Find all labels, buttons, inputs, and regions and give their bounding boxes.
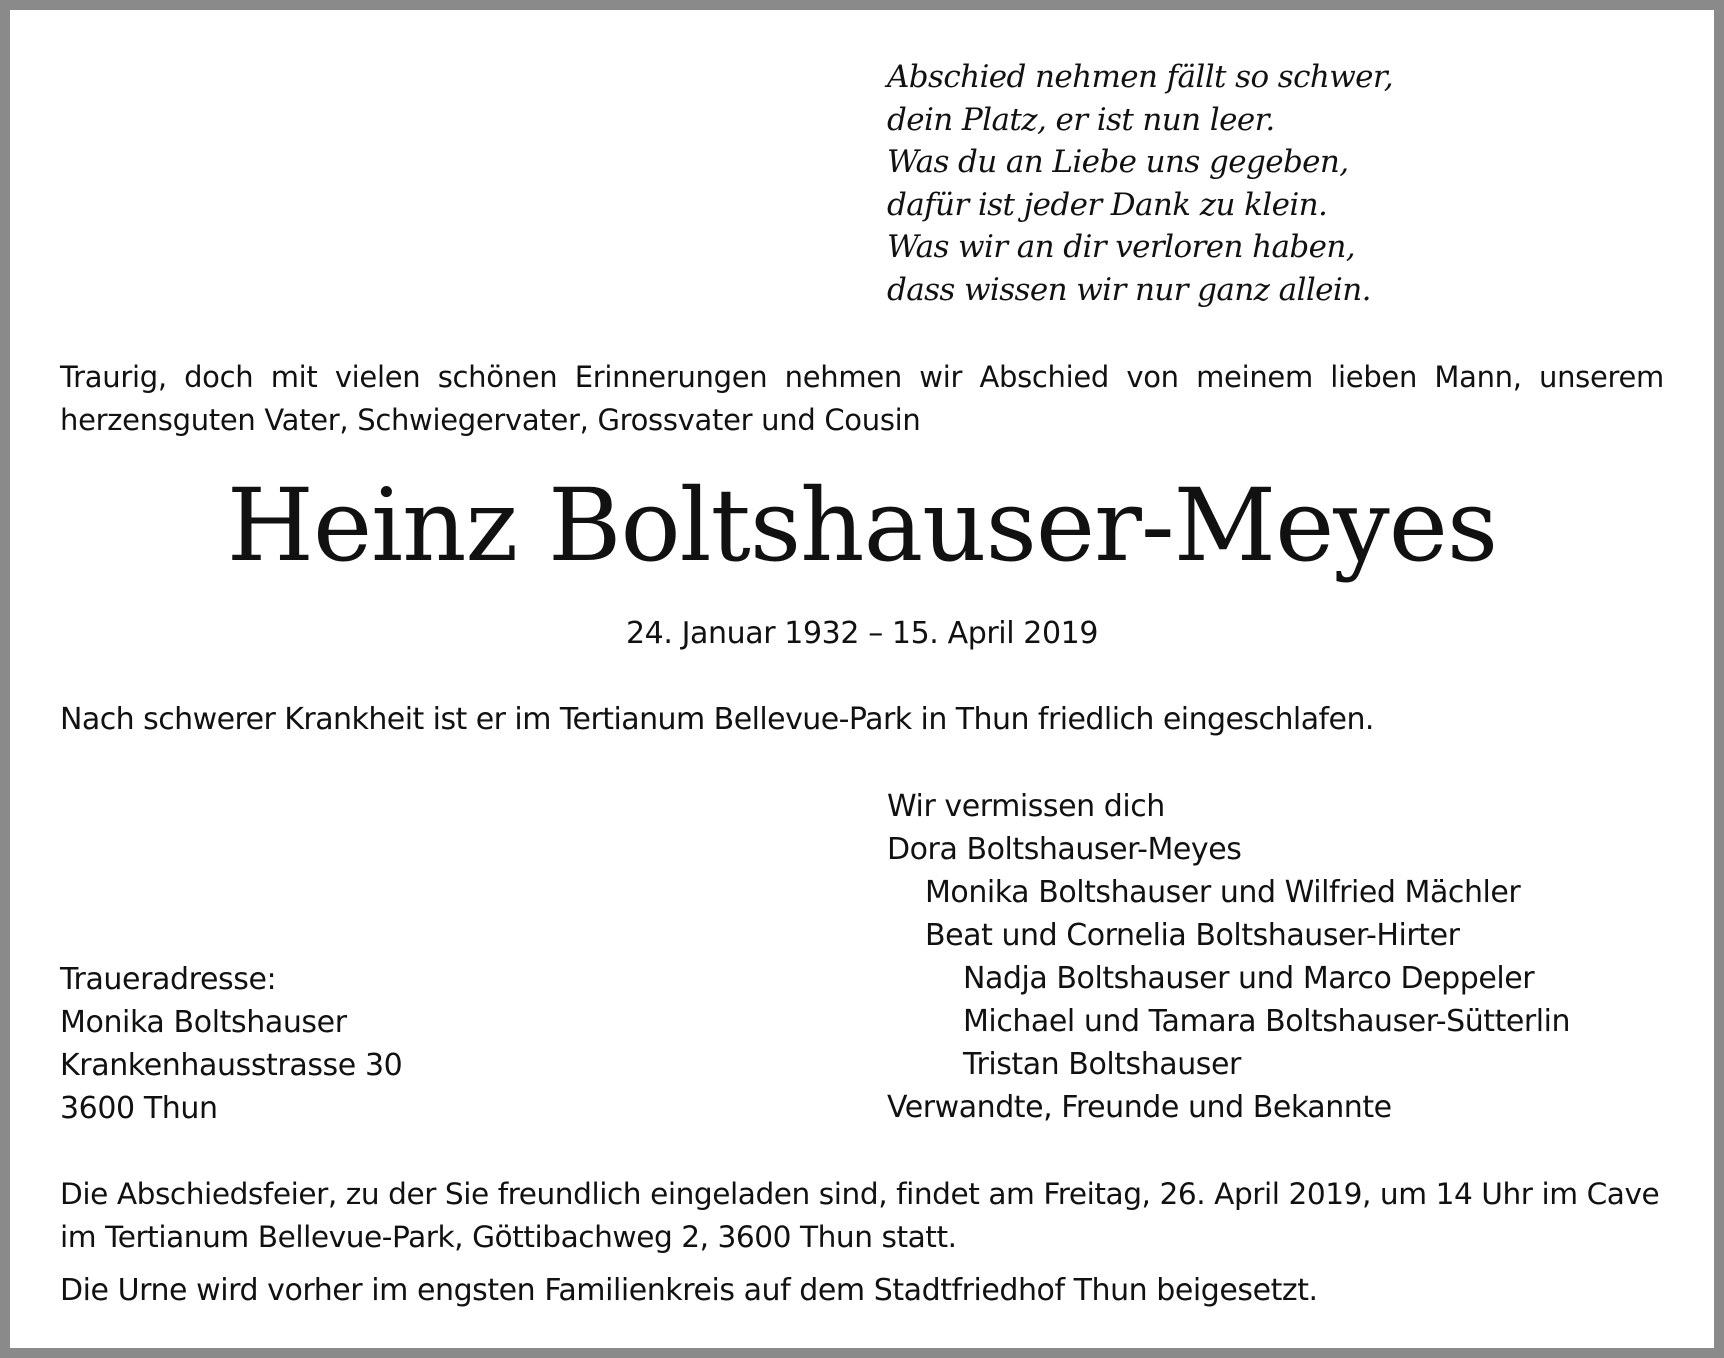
address-label: Traueradresse: [60,962,277,997]
mourner-grandchild: Michael und Tamara Boltshauser-Sütterlin [963,1004,1571,1039]
poem-line: Was du an Liebe uns gegeben, [887,144,1349,180]
poem [887,56,1393,311]
address-street: Krankenhausstrasse 30 [60,1048,403,1083]
mourning-address [60,958,402,1130]
life-dates: 24. Januar 1932 – 15. April 2019 [625,616,1099,651]
mourner-grandchild: Nadja Boltshauser und Marco Deppeler [963,961,1535,996]
mourners-heading: Wir vermissen dich [887,789,1165,824]
poem-line: Was wir an dir verloren haben, [887,229,1355,265]
mourner-child: Monika Boltshauser und Wilfried Mächler [925,875,1521,910]
mourner-child: Beat und Cornelia Boltshauser-Hirter [925,918,1460,953]
poem-line: dafür ist jeder Dank zu klein. [887,186,1328,223]
intro-text: Traurig, doch mit vielen schönen Erinnerungen nehmen wir Abschied von meinem lieben Mann, unserem herzensguten Vater, Schwiegervater, Grossvater und Cousin [60,360,1664,437]
poem-line: dein Platz, er ist nun leer. [887,101,1275,138]
deceased-name: Heinz Boltshauser-Meyes [226,467,1498,584]
mourner-grandchild: Tristan Boltshauser [963,1047,1241,1082]
obituary-notice [10,10,1714,1348]
poem-line: dass wissen wir nur ganz allein. [887,271,1371,308]
mourner-widow: Dora Boltshauser-Meyes [887,832,1242,867]
ceremony-text: Die Abschiedsfeier, zu der Sie freundlich eingeladen sind, findet am Freitag, 26. April 2019, um 14 Uhr im Cave im Tertianum Bellevue-Park, Göttibachweg 2, 3600 Thun statt. [60,1177,1660,1254]
urn-note: Die Urne wird vorher im engsten Familienkreis auf dem Stadtfriedhof Thun beigesetzt. [60,1273,1318,1308]
poem-line: Abschied nehmen fällt so schwer, [887,59,1393,95]
mourners-list [887,785,1570,1129]
address-name: Monika Boltshauser [60,1005,347,1040]
passing-note: Nach schwerer Krankheit ist er im Tertianum Bellevue-Park in Thun friedlich eingeschlafen. [60,702,1374,737]
mourner-others: Verwandte, Freunde und Bekannte [887,1090,1392,1125]
address-city: 3600 Thun [60,1091,218,1126]
